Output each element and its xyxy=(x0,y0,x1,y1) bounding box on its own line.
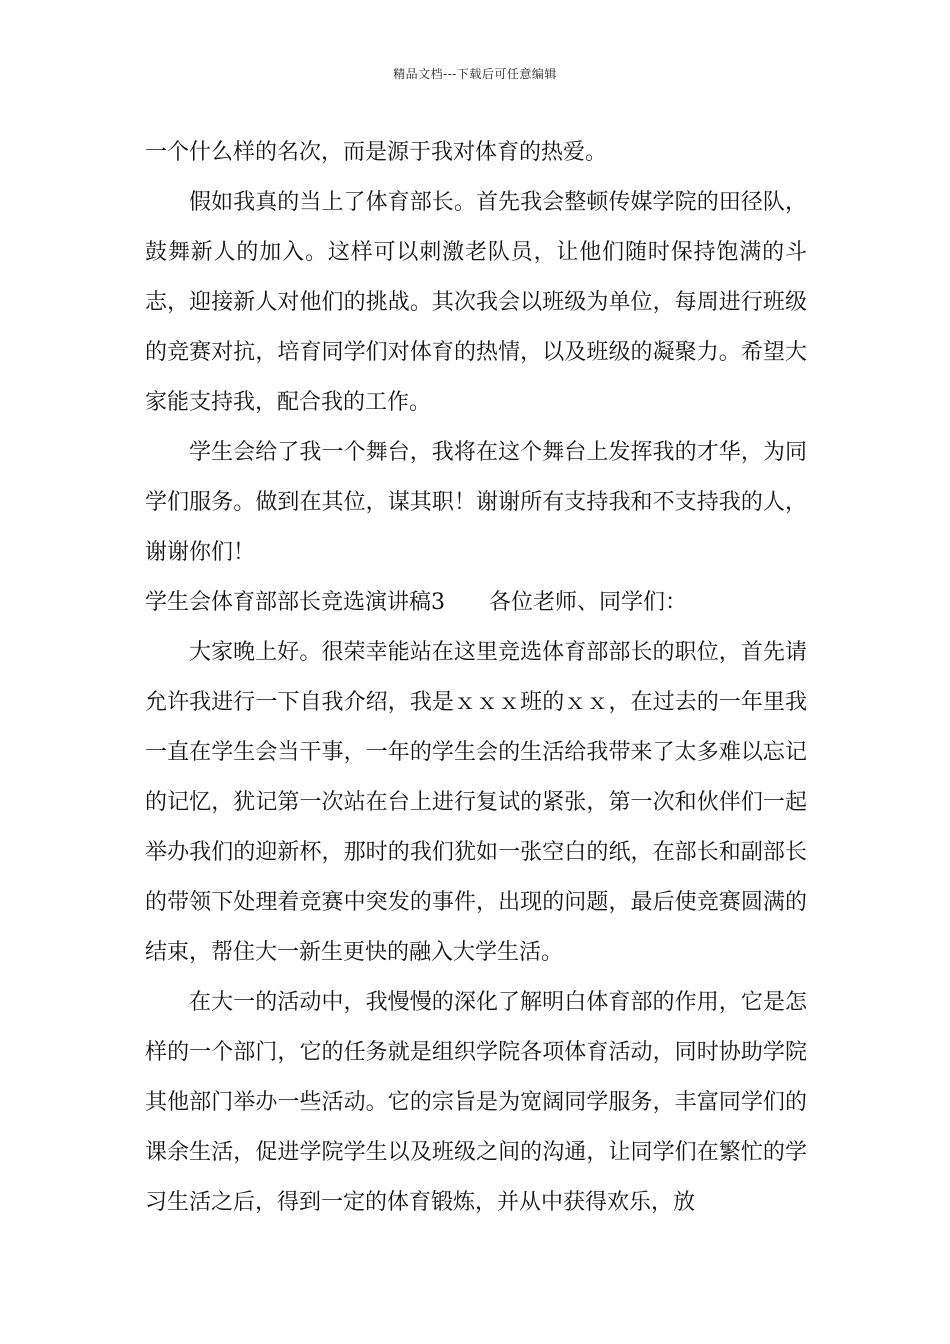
page-header: 精品文档---下载后可任意编辑 xyxy=(393,67,557,81)
paragraph-thanks: 学生会给了我一个舞台，我将在这个舞台上发挥我的才华，为同学们服务。做到在其位，谋其职！谢谢所有支持我和不支持我的人，谢谢你们！ xyxy=(145,440,807,565)
paragraph-continuation: 一个什么样的名次，而是源于我对体育的热爱。 xyxy=(145,140,608,165)
paragraph-department-role: 在大一的活动中，我慢慢的深化了解明白体育部的作用，它是怎样的一个部门，它的任务就是组织学院各项体育活动，同时协助学院其他部门举办一些活动。它的宗旨是为宽阔同学服务，丰富同学们的课余生活，促进学院学生以及班级之间的沟通，让同学们在繁忙的学习生活之后，得到一定的体育锻炼，并从中获得欢乐，放 xyxy=(145,990,807,1215)
document-body xyxy=(145,128,807,1228)
speech-title: 学生会体育部部长竞选演讲稿3 xyxy=(145,590,445,615)
speech-heading xyxy=(145,578,807,628)
speech-greeting: 各位老师、同学们： xyxy=(489,590,688,615)
paragraph-plan: 假如我真的当上了体育部长。首先我会整顿传媒学院的田径队，鼓舞新人的加入。这样可以刺激老队员，让他们随时保持饱满的斗志，迎接新人对他们的挑战。其次我会以班级为单位，每周进行班级的竞赛对抗，培育同学们对体育的热情，以及班级的凝聚力。希望大家能支持我，配合我的工作。 xyxy=(145,190,807,415)
paragraph-introduction: 大家晚上好。很荣幸能站在这里竞选体育部部长的职位，首先请允许我进行一下自我介绍，我是ｘｘｘ班的ｘｘ，在过去的一年里我一直在学生会当干事，一年的学生会的生活给我带来了太多难以忘记的记忆，犹记第一次站在台上进行复试的紧张，第一次和伙伴们一起举办我们的迎新杯，那时的我们犹如一张空白的纸，在部长和副部长的带领下处理着竞赛中突发的事件，出现的问题，最后使竞赛圆满的结束，帮住大一新生更快的融入大学生活。 xyxy=(145,640,807,965)
